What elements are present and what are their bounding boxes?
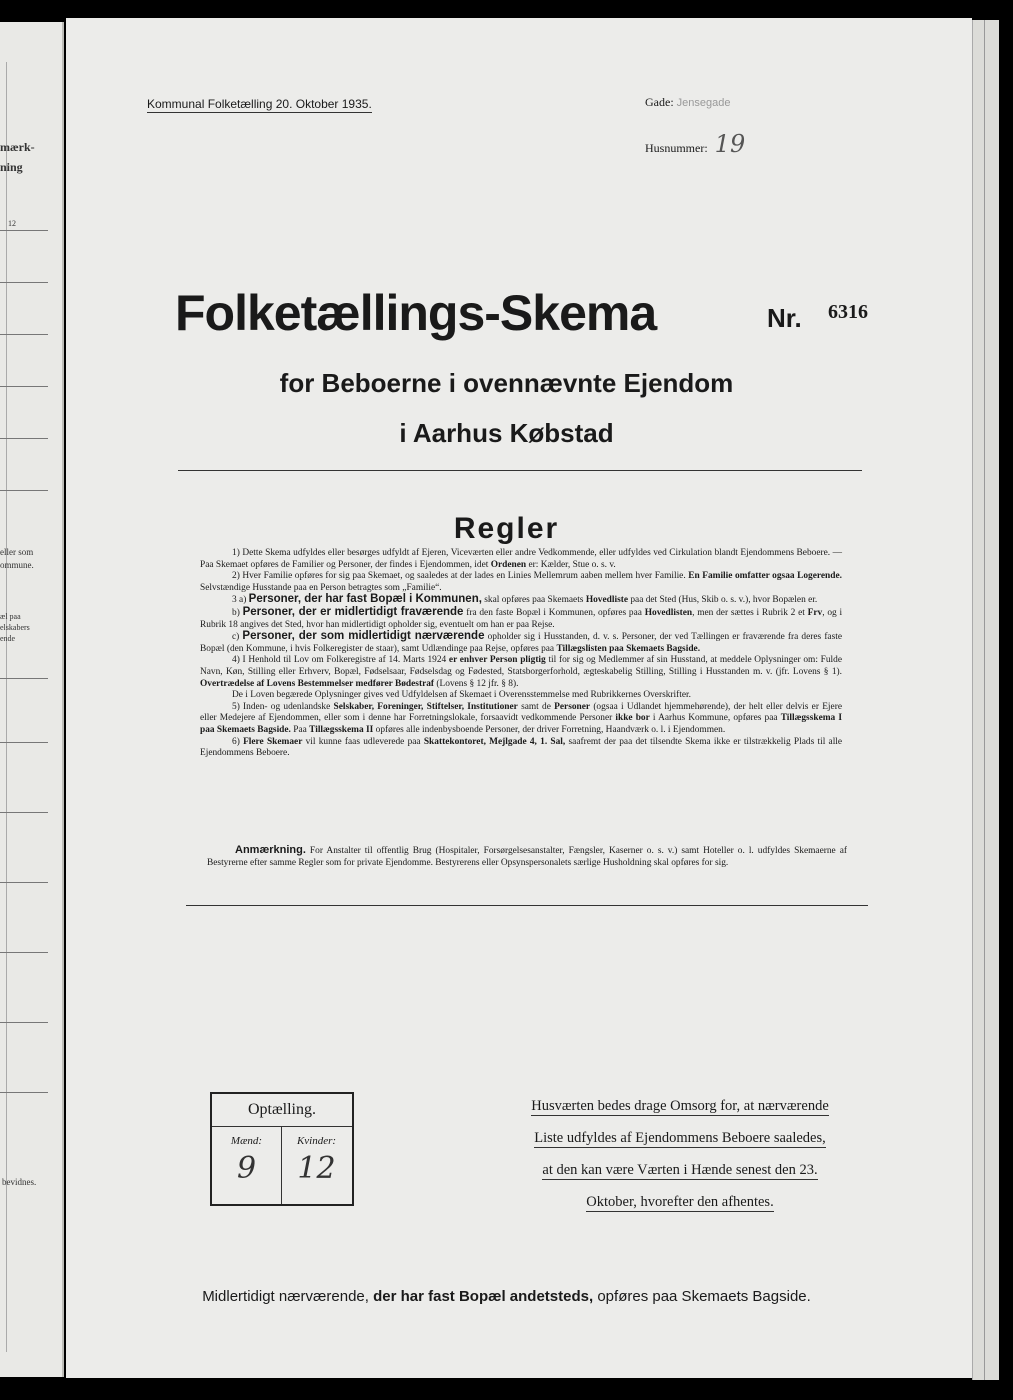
rules-body — [200, 548, 842, 760]
divider — [178, 470, 862, 471]
divider — [186, 905, 868, 906]
annotation-note — [207, 845, 847, 870]
rule-1: 1) Dette Skema udfyldes eller besørges udfyldt af Ejeren, Viceværten eller andre Vedkommende, eller udfyldes ved Cirkulation blandt Ejendommens Beboere. — Paa Skemaet opføres de Familier og Personer, der findes i Ejendommen, idet Ordenen er: Kælder, Stue o. s. v. — [200, 548, 842, 570]
rule-6: 6) Flere Skemaer vil kunne faas udleverede paa Skattekontoret, Mejlgade 4, 1. Sal, saafremt der paa det tilsendte Skema ikke er tilstrækkelig Plads til alle Ejendommens Beboere. — [200, 736, 843, 759]
house-number-label: Husnummer: — [645, 141, 708, 155]
left-line — [0, 678, 48, 679]
left-fragment: elskabers — [0, 623, 30, 632]
rule-3b: b) Personer, der er midlertidigt fraværende fra den faste Bopæl i Kommunen, opføres paa Hovedlisten, men der sættes i Rubrik 2 et Frv, og i Rubrik 18 angives det Sted, hvor han midlertidigt opholder sig, eventuelt om han er paa Rejse. — [200, 605, 843, 630]
women-label: Kvinder: — [296, 1135, 337, 1147]
form-subtitle-city: i Aarhus Købstad — [399, 418, 614, 448]
left-line — [0, 742, 48, 743]
footer-note — [0, 1288, 1013, 1305]
rule-2: 2) Hver Familie opføres for sig paa Skemaet, og saaledes at der lades en Linies Mellemrum aaben mellem hver Familie. En Familie omfatter ogsaa Logerende. Selvstændige Husstande paa en Person betragtes som „Familie“. — [200, 571, 842, 593]
left-line — [0, 952, 48, 953]
notice-line: Liste udfyldes af Ejendommens Beboere saaledes, — [534, 1130, 826, 1146]
left-line — [0, 334, 48, 335]
house-number-value: 19 — [714, 130, 746, 158]
left-fragment: æl paa — [0, 612, 21, 621]
rules-heading: Regler — [453, 512, 560, 545]
rule-5: 5) Inden- og udenlandske Selskaber, Foreninger, Stiftelser, Institutioner samt de Personer (ogsaa i Udlandet hjemmehørende), der helt eller delvis er Ejere eller Medejere af Ejendommen, eller som i denne har Forretningslokale, forsaavidt vedkommende Personer ikke bor i Aarhus Kommune, opføres paa Tillægsskema I paa Skemaets Bagside. Paa Tillægsskema II opføres alle indenbysboende Personer, der driver Forretning, Haandværk o. l. i Ejendommen. — [200, 701, 842, 735]
left-page-strip — [0, 22, 64, 1377]
footer-text: Midlertidigt nærværende, — [202, 1288, 369, 1305]
women-column — [282, 1127, 351, 1204]
men-count: 9 — [236, 1151, 257, 1186]
rule-4b: De i Loven begærede Oplysninger gives ved Udfyldelsen af Skemaet i Overensstemmelse med Rubrikkernes Overskrifter. — [232, 690, 691, 701]
left-line — [0, 230, 48, 231]
form-number-label: Nr. — [767, 303, 802, 333]
left-fragment: 12 — [8, 219, 16, 228]
form-number-value: 6316 — [828, 301, 868, 323]
left-line — [0, 812, 48, 813]
rule-3c: c) Personer, der som midlertidigt nærværende opholder sig i Husstanden, d. v. s. Personer, der ved Tællingen er fraværende fra deres faste Bopæl (den Kommune, i hvis Folkeregister de staar), samt Udlændinge paa Rejse, opføres paa Tillægslisten paa Skemaets Bagside. — [200, 630, 843, 654]
left-page-rule — [6, 62, 7, 1352]
street-value: Jensegade — [676, 97, 731, 109]
men-label: Mænd: — [230, 1135, 263, 1147]
form-subtitle: for Beboerne i ovennævnte Ejendom — [279, 368, 734, 398]
left-line — [0, 882, 48, 883]
house-number-field — [645, 130, 745, 158]
annotation-label: Anmærkning. — [235, 844, 306, 856]
rule-4: 4) I Henhold til Lov om Folkeregistre af 14. Marts 1924 er enhver Person pligtig til for sig og Medlemmer af sin Husstand, at meddele Oplysninger om: Fulde Navn, Køn, Stilling eller Erhverv, Bopæl, Fødselsaar, Fødselsdag og Fødested, Statsborgerforhold, ægteskabelig Stilling, Stilling i Husstanden m. v. (jfr. Lovens § 1). Overtrædelse af Lovens Bestemmelser medfører Bødestraf (Lovens § 12 jfr. § 8). — [200, 655, 842, 689]
notice-line: at den kan være Værten i Hænde senest den 23. — [542, 1162, 818, 1178]
left-line — [0, 1022, 48, 1023]
left-line — [0, 1092, 48, 1093]
street-field — [645, 95, 730, 110]
notice-line: Husværten bedes drage Omsorg for, at nærværende — [531, 1098, 829, 1114]
street-label: Gade: — [645, 95, 674, 109]
census-header: Kommunal Folketælling 20. Oktober 1935. — [147, 97, 372, 111]
left-fragment: bevidnes. — [2, 1177, 37, 1187]
count-title: Optælling. — [212, 1094, 352, 1127]
rule-3a: 3 a) Personer, der har fast Bopæl i Kommunen, skal opføres paa Skemaets Hovedliste paa det Sted (Hus, Skib o. s. v.), hvor Bopælen er. — [232, 593, 818, 606]
left-fragment: ning — [0, 160, 23, 174]
form-title: Folketællings-Skema — [175, 285, 657, 341]
count-box — [210, 1092, 354, 1206]
left-line — [0, 282, 48, 283]
notice-line: Oktober, hvorefter den afhentes. — [586, 1194, 774, 1210]
left-fragment: mærk- — [0, 140, 35, 154]
landlord-notice — [510, 1090, 850, 1218]
left-fragment: ommune. — [0, 560, 34, 570]
women-count: 12 — [297, 1151, 336, 1186]
left-fragment: ende — [0, 634, 16, 643]
annotation-text: For Anstalter til offentlig Brug (Hospitaler, Forsørgelsesanstalter, Fængsler, Kaserner o. s. v.) samt Hoteller o. l. udfyldes Skemaerne af Bestyrerne efter samme Regler som for private Ejendomme. Bestyrerens eller Opsynspersonalets særlige Husholdning skal opføres for sig. — [207, 846, 848, 868]
page-edge-line — [984, 20, 985, 1380]
page-edge — [972, 20, 999, 1380]
left-fragment: eller som — [0, 547, 34, 557]
footer-text: opføres paa Skemaets Bagside. — [597, 1288, 811, 1305]
footer-bold-text: der har fast Bopæl andetsteds, — [373, 1288, 594, 1305]
men-column — [212, 1127, 282, 1204]
left-line — [0, 490, 48, 491]
